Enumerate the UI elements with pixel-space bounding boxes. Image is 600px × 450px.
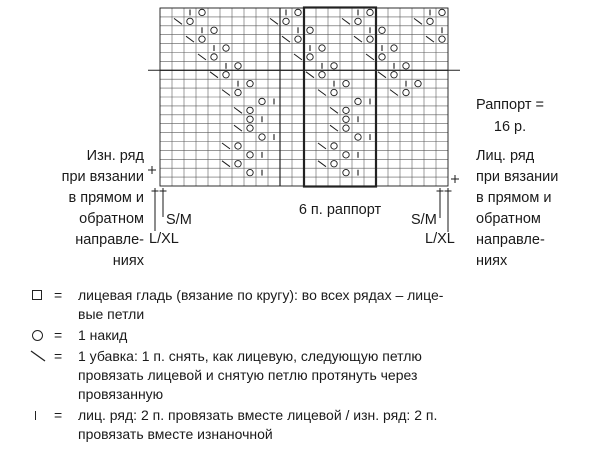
chart-legend xyxy=(30,286,595,446)
decrease-symbol xyxy=(318,161,326,167)
right-row-label: Лиц. ряд при вязании в прямом и обратном направле- ниях xyxy=(476,148,559,269)
repeat-stitches-label: 6 п. раппорт xyxy=(298,202,382,218)
yarn-over-symbol xyxy=(223,45,229,51)
yarn-over-symbol xyxy=(355,18,361,24)
legend-text: лицевая гладь (вязание по кругу): во всех рядах – лице- вые петли xyxy=(78,287,444,322)
legend-text: 1 накид xyxy=(78,327,128,343)
decrease-symbol xyxy=(270,18,278,24)
yarn-over-symbol xyxy=(403,89,409,95)
legend-equals: = xyxy=(54,407,63,423)
size-large-right: L/XL xyxy=(425,231,455,247)
yarn-over-symbol xyxy=(199,9,205,15)
decrease-symbol xyxy=(426,36,434,42)
yarn-over-symbol xyxy=(343,80,349,86)
decrease-symbol xyxy=(222,161,230,167)
legend-item-k2tog xyxy=(30,406,595,444)
yarn-over-symbol xyxy=(331,161,337,167)
decrease-symbol xyxy=(234,125,242,131)
yarn-over-symbol xyxy=(307,54,313,60)
yarn-over-symbol xyxy=(247,169,253,175)
legend-item-yarn-over xyxy=(30,326,595,345)
legend-equals: = xyxy=(54,327,63,343)
decrease-symbol xyxy=(222,143,230,149)
decrease-symbol xyxy=(330,125,338,131)
size-large-left: L/XL xyxy=(149,231,179,247)
decrease-symbol xyxy=(306,72,314,78)
decrease-symbol xyxy=(234,107,242,113)
yarn-over-symbol xyxy=(439,9,445,15)
yarn-over-symbol xyxy=(331,143,337,149)
yarn-over-symbol xyxy=(379,27,385,33)
decrease-symbol xyxy=(366,54,374,60)
rapport-rows-label-line1: Раппорт = xyxy=(476,97,544,113)
yarn-over-symbol xyxy=(283,18,289,24)
yarn-over-symbol xyxy=(343,125,349,131)
yarn-over-symbol xyxy=(235,89,241,95)
yarn-over-symbol xyxy=(439,36,445,42)
decrease-symbol xyxy=(342,18,350,24)
yarn-over-symbol xyxy=(391,45,397,51)
decrease-symbol xyxy=(282,36,290,42)
left-row-label: Изн. ряд при вязании в прямом и обратном направле- ниях xyxy=(61,148,144,269)
yarn-over-symbol xyxy=(211,54,217,60)
yarn-over-symbol xyxy=(427,18,433,24)
decrease-symbol xyxy=(210,72,218,78)
yarn-over-symbol xyxy=(259,98,265,104)
decrease-symbol xyxy=(174,18,182,24)
yarn-over-symbol xyxy=(247,80,253,86)
decrease-symbol xyxy=(390,90,398,96)
decrease-symbol xyxy=(414,18,422,24)
yarn-over-symbol xyxy=(331,89,337,95)
yarn-over-symbol xyxy=(259,134,265,140)
legend-item-knit xyxy=(30,286,595,324)
decrease-symbol xyxy=(378,72,386,78)
bar-icon xyxy=(30,406,54,425)
decrease-symbol xyxy=(198,54,206,60)
yarn-over-symbol xyxy=(199,36,205,42)
yarn-over-symbol xyxy=(247,116,253,122)
yarn-over-symbol xyxy=(367,36,373,42)
yarn-over-symbol xyxy=(235,161,241,167)
square-icon xyxy=(30,286,54,305)
decrease-symbol xyxy=(222,90,230,96)
yarn-over-symbol xyxy=(391,72,397,78)
rapport-rows-label-line2: 16 р. xyxy=(493,119,527,135)
decrease-symbol xyxy=(186,36,194,42)
yarn-over-symbol xyxy=(247,107,253,113)
yarn-over-symbol xyxy=(343,152,349,158)
yarn-over-symbol xyxy=(343,107,349,113)
yarn-over-symbol xyxy=(319,72,325,78)
legend-equals: = xyxy=(54,287,63,303)
yarn-over-symbol xyxy=(403,63,409,69)
legend-text: 1 убавка: 1 п. снять, как лицевую, следующую петлю провязать лицевой и снятую петлю протянуть через провязанную xyxy=(78,348,422,402)
yarn-over-symbol xyxy=(343,116,349,122)
legend-item-decrease xyxy=(30,347,595,404)
decrease-symbol xyxy=(318,90,326,96)
yarn-over-symbol xyxy=(223,72,229,78)
yarn-over-symbol xyxy=(307,27,313,33)
decrease-symbol xyxy=(318,143,326,149)
yarn-over-symbol xyxy=(211,27,217,33)
decrease-symbol xyxy=(330,107,338,113)
size-small-left: S/M xyxy=(166,212,192,228)
legend-equals: = xyxy=(54,348,63,364)
yarn-over-symbol xyxy=(235,63,241,69)
yarn-over-symbol xyxy=(319,45,325,51)
circle-icon xyxy=(30,326,54,345)
yarn-over-symbol xyxy=(367,9,373,15)
yarn-over-symbol xyxy=(343,169,349,175)
decrease-symbol xyxy=(354,36,362,42)
yarn-over-symbol xyxy=(247,125,253,131)
yarn-over-symbol xyxy=(235,143,241,149)
yarn-over-symbol xyxy=(295,36,301,42)
yarn-over-symbol xyxy=(355,98,361,104)
yarn-over-symbol xyxy=(355,134,361,140)
yarn-over-symbol xyxy=(187,18,193,24)
yarn-over-symbol xyxy=(415,80,421,86)
yarn-over-symbol xyxy=(379,54,385,60)
decrease-symbol xyxy=(294,54,302,60)
yarn-over-symbol xyxy=(247,152,253,158)
yarn-over-symbol xyxy=(295,9,301,15)
slash-icon xyxy=(30,347,54,366)
yarn-over-symbol xyxy=(331,63,337,69)
size-small-right: S/M xyxy=(411,212,437,228)
legend-text: лиц. ряд: 2 п. провязать вместе лицевой / изн. ряд: 2 п. провязать вместе изнаночной xyxy=(78,407,438,442)
